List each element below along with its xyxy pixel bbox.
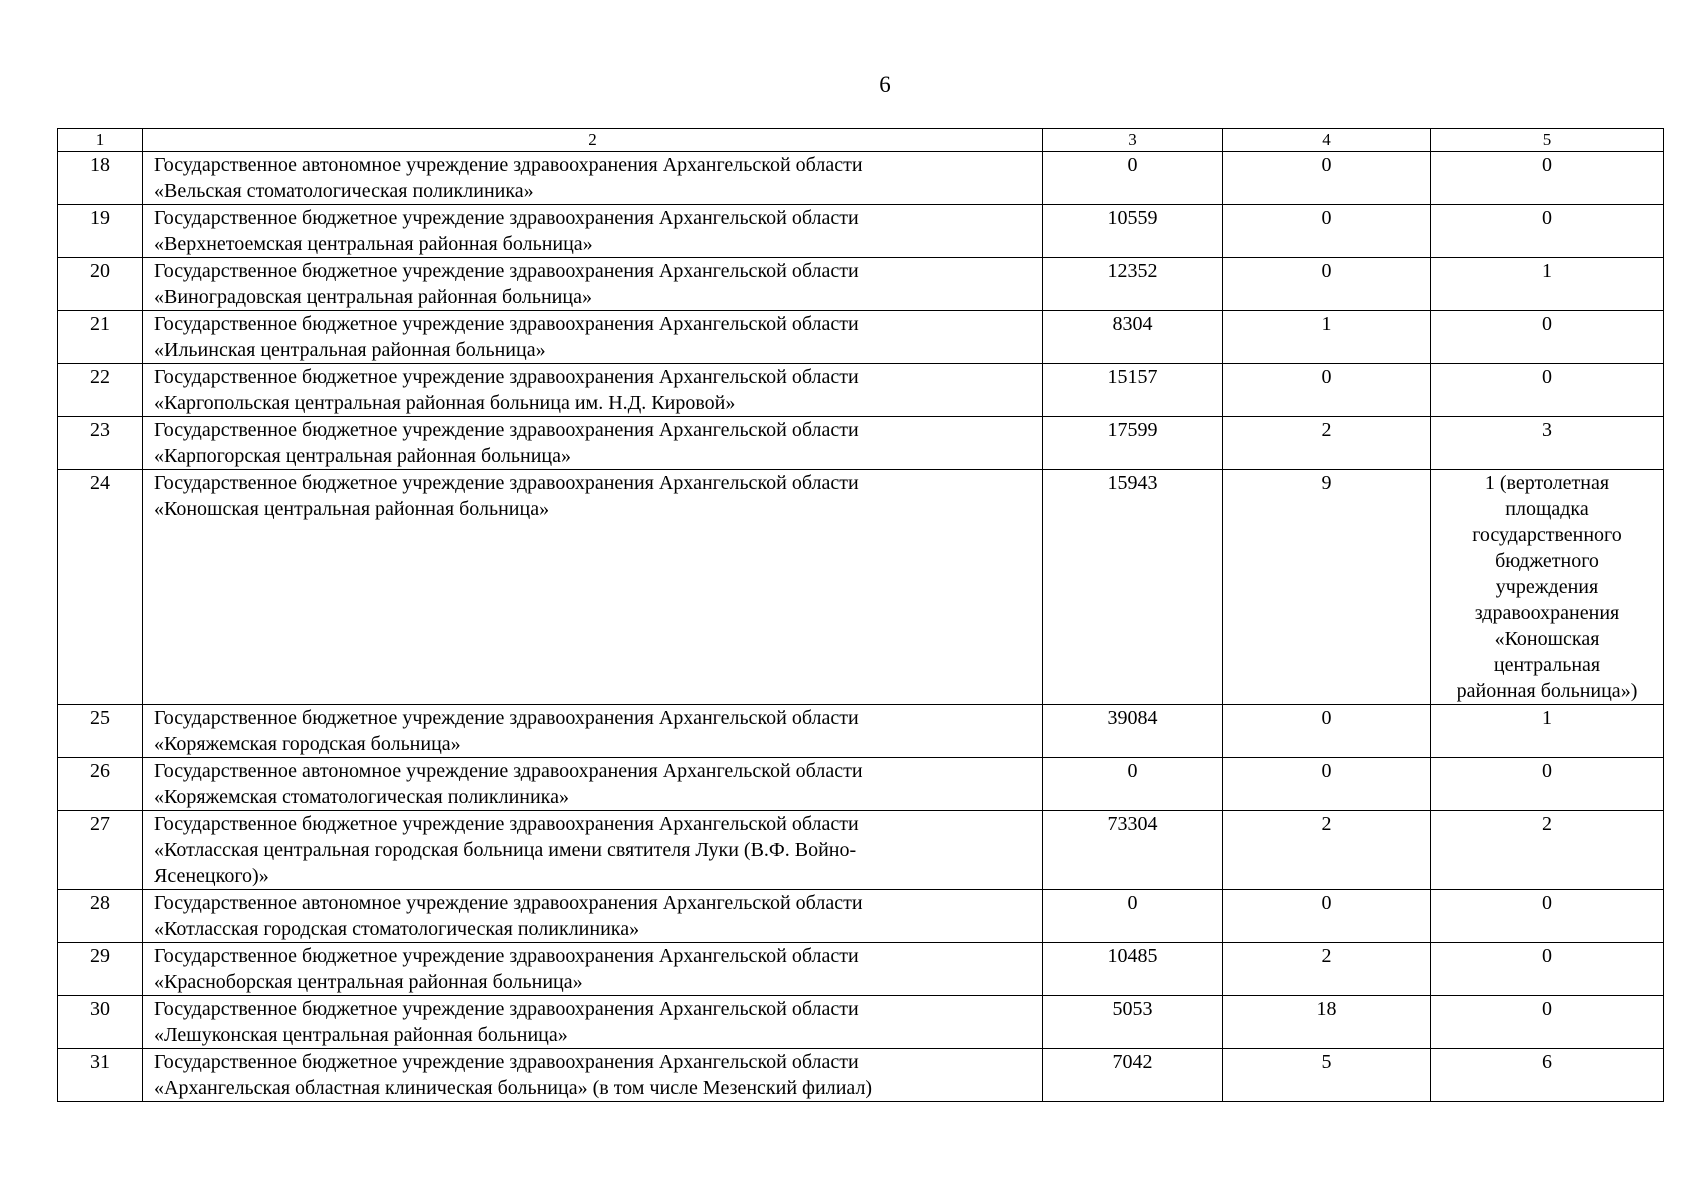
institution-name [143,364,1043,417]
table-row [58,1049,1664,1102]
column-5-value: 6 [1431,1049,1664,1102]
column-5-value: 0 [1431,205,1664,258]
column-5-value: 3 [1431,417,1664,470]
column-5-value: 0 [1431,311,1664,364]
column-5-value: 0 [1431,758,1664,811]
institution-name-line: Государственное бюджетное учреждение здравоохранения Архангельской области [154,472,859,494]
row-number: 29 [58,943,143,996]
row-number: 25 [58,705,143,758]
row-number: 31 [58,1049,143,1102]
column-header: 4 [1223,129,1431,152]
table-row [58,811,1664,890]
institution-name-line: «Красноборская центральная районная больница» [154,971,583,993]
column-3-value: 5053 [1043,996,1223,1049]
institution-name-line: Ясенецкого)» [154,865,269,887]
institution-name [143,258,1043,311]
institution-name [143,811,1043,890]
column-4-value: 18 [1223,996,1431,1049]
column-4-value: 9 [1223,470,1431,705]
table-row [58,364,1664,417]
institution-name-line: «Коношская центральная районная больница» [154,498,550,520]
institution-name-line: «Коряжемская городская больница» [154,733,461,755]
institution-name [143,311,1043,364]
column-3-value: 73304 [1043,811,1223,890]
column-4-value: 0 [1223,152,1431,205]
institution-name [143,152,1043,205]
institution-name-line: «Виноградовская центральная районная больница» [154,286,592,308]
institution-name-line: Государственное бюджетное учреждение здравоохранения Архангельской области [154,945,859,967]
column-3-value: 10559 [1043,205,1223,258]
column-5-note-line: здравоохранения [1474,602,1620,624]
institution-name-line: Государственное автономное учреждение здравоохранения Архангельской области [154,154,863,176]
column-5-value: 0 [1431,364,1664,417]
institution-name-line: Государственное бюджетное учреждение здравоохранения Архангельской области [154,813,859,835]
column-header: 2 [143,129,1043,152]
column-4-value: 0 [1223,364,1431,417]
row-number: 24 [58,470,143,705]
table-row [58,758,1664,811]
column-5-value [1431,470,1664,705]
column-5-value: 0 [1431,890,1664,943]
institution-name [143,205,1043,258]
column-3-value: 12352 [1043,258,1223,311]
column-4-value: 0 [1223,705,1431,758]
page-number: 6 [879,72,891,97]
institution-name-line: «Карпогорская центральная районная больница» [154,445,571,467]
column-5-note-line: государственного [1472,524,1622,546]
institution-name [143,417,1043,470]
column-4-value: 0 [1223,258,1431,311]
column-3-value: 7042 [1043,1049,1223,1102]
institution-name-line: Государственное бюджетное учреждение здравоохранения Архангельской области [154,207,859,229]
institution-name [143,1049,1043,1102]
institution-name-line: «Верхнетоемская центральная районная больница» [154,233,593,255]
row-number: 26 [58,758,143,811]
column-5-note-line: центральная [1493,654,1601,676]
institution-name-line: Государственное бюджетное учреждение здравоохранения Архангельской области [154,313,859,335]
table-row [58,470,1664,705]
institution-name [143,470,1043,705]
table-row [58,311,1664,364]
table-row [58,996,1664,1049]
column-4-value: 0 [1223,205,1431,258]
column-5-value: 0 [1431,943,1664,996]
institution-name-line: «Архангельская областная клиническая больница» (в том числе Мезенский филиал) [154,1077,873,1099]
institution-name-line: Государственное бюджетное учреждение здравоохранения Архангельской области [154,998,859,1020]
institution-name-line: Государственное бюджетное учреждение здравоохранения Архангельской области [154,260,859,282]
column-3-value: 0 [1043,758,1223,811]
column-3-value: 8304 [1043,311,1223,364]
column-header: 1 [58,129,143,152]
institution-name [143,890,1043,943]
row-number: 19 [58,205,143,258]
column-3-value: 0 [1043,890,1223,943]
column-5-note-line: площадка [1505,498,1589,520]
row-number: 27 [58,811,143,890]
row-number: 30 [58,996,143,1049]
row-number: 22 [58,364,143,417]
row-number: 28 [58,890,143,943]
data-table [57,128,1664,1102]
column-3-value: 15157 [1043,364,1223,417]
row-number: 20 [58,258,143,311]
institution-name-line: Государственное бюджетное учреждение здравоохранения Архангельской области [154,1051,859,1073]
institution-name [143,705,1043,758]
institution-name-line: Государственное бюджетное учреждение здравоохранения Архангельской области [154,707,859,729]
column-5-note-line: бюджетного [1495,550,1599,572]
column-5-value: 1 [1431,258,1664,311]
table-row [58,417,1664,470]
column-4-value: 0 [1223,890,1431,943]
column-5-value: 1 [1431,705,1664,758]
institution-name-line: Государственное бюджетное учреждение здравоохранения Архангельской области [154,366,859,388]
column-3-value: 39084 [1043,705,1223,758]
table-row [58,258,1664,311]
institution-name-line: «Каргопольская центральная районная больница им. Н.Д. Кировой» [154,392,736,414]
column-5-note-line: «Коношская [1494,628,1600,650]
table-row [58,152,1664,205]
institution-name-line: «Котласская городская стоматологическая поликлиника» [154,918,640,940]
column-4-value: 2 [1223,417,1431,470]
table-row [58,205,1664,258]
column-4-value: 2 [1223,943,1431,996]
table-header-row [58,129,1664,152]
column-5-value: 0 [1431,152,1664,205]
column-5-note-line: 1 (вертолетная [1484,472,1610,494]
institution-name [143,943,1043,996]
column-3-value: 15943 [1043,470,1223,705]
institution-name-line: «Коряжемская стоматологическая поликлиника» [154,786,569,808]
institution-name-line: Государственное автономное учреждение здравоохранения Архангельской области [154,760,863,782]
institution-name-line: «Лешуконская центральная районная больница» [154,1024,568,1046]
column-5-value: 2 [1431,811,1664,890]
column-3-value: 17599 [1043,417,1223,470]
institution-name-line: «Вельская стоматологическая поликлиника» [154,180,534,202]
column-header: 5 [1431,129,1664,152]
column-4-value: 5 [1223,1049,1431,1102]
column-3-value: 0 [1043,152,1223,205]
column-header: 3 [1043,129,1223,152]
row-number: 23 [58,417,143,470]
column-5-note-line: районная больница») [1456,680,1638,702]
institution-name-line: «Ильинская центральная районная больница» [154,339,546,361]
institution-name-line: «Котласская центральная городская больница имени святителя Луки (В.Ф. Войно- [154,839,857,861]
institution-name [143,996,1043,1049]
column-3-value: 10485 [1043,943,1223,996]
column-4-value: 1 [1223,311,1431,364]
column-4-value: 2 [1223,811,1431,890]
institution-name [143,758,1043,811]
institution-name-line: Государственное бюджетное учреждение здравоохранения Архангельской области [154,419,859,441]
table-row [58,943,1664,996]
column-4-value: 0 [1223,758,1431,811]
row-number: 21 [58,311,143,364]
table-row [58,890,1664,943]
table-row [58,705,1664,758]
row-number: 18 [58,152,143,205]
institution-name-line: Государственное автономное учреждение здравоохранения Архангельской области [154,892,863,914]
column-5-value: 0 [1431,996,1664,1049]
column-5-note-line: учреждения [1495,576,1599,598]
